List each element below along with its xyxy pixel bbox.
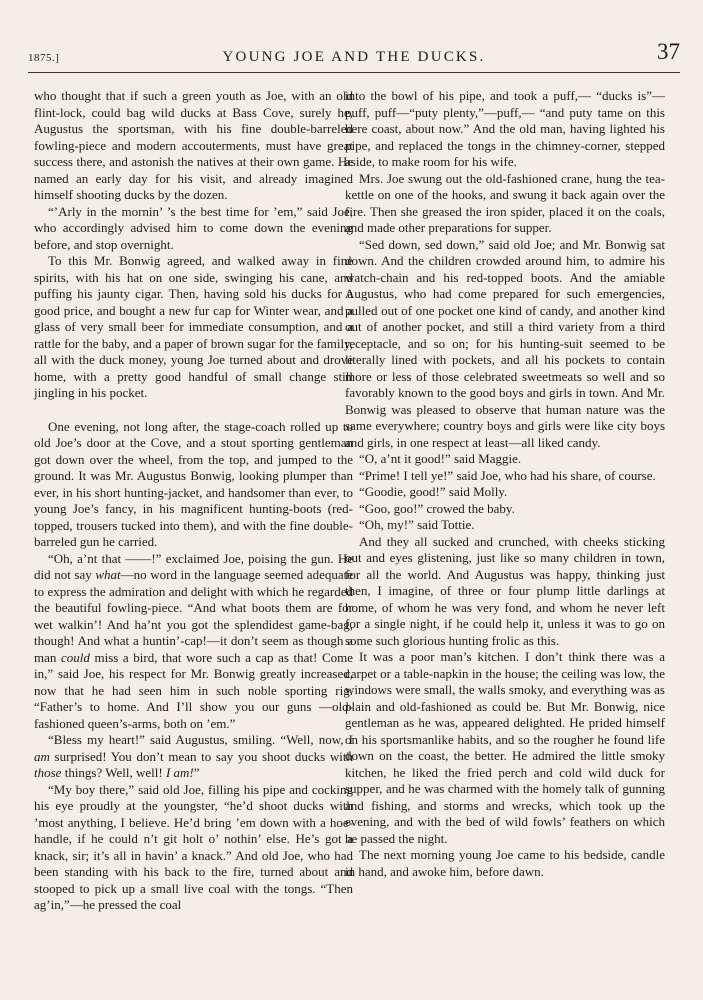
- text-run: —no word in the language seemed adequate to express the admiration and delight with which he regarded the beautiful fowling-piece. “And what boots them are for wet walkin’! And ha’nt you got the splendidest game-bag, though! And what a huntin’-cap!—it don’t seem as though a man: [34, 567, 353, 665]
- paragraph: [34, 419, 353, 551]
- dialogue-line: “Prime! I tell ye!” said Joe, who had his share, of course.: [359, 467, 656, 483]
- paragraph: And they all sucked and crunched, with cheeks sticking out and eyes glistening, just like so many children in town, for all the world. And Augustus was happy, thinking just then, I imagine, of three or four plump little darlings at home, of whom he was very fond, and whom he never left for a single night, if he could help it, unless it was to go on some such glorious hunting frolic as this.: [345, 533, 665, 648]
- italic-text: could: [60, 649, 90, 665]
- text-run: “Oh, a’nt that ——!” exclaimed Joe, poising the gun. He did not say: [34, 550, 353, 582]
- right-column: [345, 88, 665, 880]
- paragraph: The next morning young Joe came to his bedside, candle in hand, and awoke him, before dawn.: [345, 847, 665, 879]
- text-run: One evening, not long after, the stage-coach rolled up to old Joe’s door at the Cove, and a stout sporting gentleman got down over the wheel, from the top, and jumped to the ground. It was Mr. Augustus Bonwig, looking plumper than ever, in his short hunting-jacket, and handsomer than ever, to young Joe’s fancy, in his magnificent hunting-boots (red-topped, trousers tucked into them), and with the fine double-barreled gun he carried.: [34, 418, 353, 549]
- paragraph: To this Mr. Bonwig agreed, and walked away in fine spirits, with his hat on one side, swinging his cane, and puffing his jaunty cigar. Then, having sold his ducks for a good price, and bought a new fur cap for Winter wear, and a glass of very small beer for immediate consumption, and a rattle for the baby, and a paper of brown sugar for the family, all with the duck money, young Joe turned about and drove home, with a pretty good handful of small change still jingling in his pocket.: [34, 253, 353, 400]
- text-run: ”: [193, 765, 200, 780]
- text-run: “Bless my heart!” said Augustus, smiling. “Well, now, I: [48, 732, 353, 747]
- italic-text: I am!: [165, 765, 194, 780]
- paragraph: who thought that if such a green youth as Joe, with an old flint-lock, could bag wild ducks at Bass Cove, surely he, Augustus the sportsman, with his fine double-barreled fowling-piece and modern accouterments, must have great success there, and astonish the natives at their own game. He named an early day for his visit, and already imagined himself shooting ducks by the dozen.: [34, 88, 353, 202]
- italic-text: those: [34, 765, 62, 780]
- italic-text: am: [34, 748, 50, 764]
- dialogue-line: “Goo, goo!” crowed the baby.: [359, 500, 515, 516]
- paragraph: [34, 551, 353, 733]
- paragraph: It was a poor man’s kitchen. I don’t think there was a carpet or a table-napkin in the house; the ceiling was low, the windows were small, the walls smoky, and everything was as plain and old-fashioned as could be. But Mr. Bonwig, nice gentleman as he was, appeared delighted. He prided himself on his sportsmanlike habits, and so the rougher he found life down on the coast, the better. He admired the little smoky kitchen, he liked the fried perch and cold wild duck for supper, and he was charmed with the homely talk of gunning and fishing, and storms and wrecks, which took up the evening, and with the bed of wild fowls’ feathers on which he passed the night.: [345, 649, 665, 846]
- header-title: YOUNG JOE AND THE DUCKS.: [222, 49, 486, 65]
- text-run: things? Well, well!: [61, 765, 166, 780]
- paragraph: [34, 732, 353, 782]
- paragraph: Mrs. Joe swung out the old-fashioned crane, hung the tea-kettle on one of the hooks, and swung it back again over the fire. Then she greased the iron spider, placed it on the coals, and made other preparations for supper.: [345, 170, 665, 235]
- italic-text: what: [95, 567, 121, 582]
- header-year: 1875.]: [28, 52, 60, 64]
- dialogue-line: “Goodie, good!” said Molly.: [359, 484, 508, 499]
- paragraph: “Sed down, sed down,” said old Joe; and Mr. Bonwig sat down. And the children crowded around him, to admire his watch-chain and his red-topped boots. And the amiable Augustus, who had come prepared for such emergencies, pulled out of one pocket one kind of candy, and another kind out of another pocket, and still a third variety from a third receptacle, and so on; for his hunting-suit seemed to be literally lined with pockets, and all his pockets to contain more or less of those celebrated sweetmeats so well and so favorably known to the good boys and girls in town. And Mr. Bonwig was pleased to observe that human nature was the same everywhere; country boys and girls were like city boys and girls, in one respect at least—all liked candy.: [345, 236, 665, 450]
- page-number: 37: [657, 39, 680, 64]
- running-header: [28, 38, 680, 73]
- left-column: [34, 88, 353, 914]
- paragraph: into the bowl of his pipe, and took a puff,— “ducks is”—puff, puff—“puty plenty,”—puff,— “and puty tame on this here coast, about now.” And the old man, having lighted his pipe, and replaced the tongs in the chimney-corner, stepped aside, to make room for his wife.: [345, 88, 665, 169]
- paragraph: “My boy there,” said old Joe, filling his pipe and cocking his eye proudly at the youngster, “he’d shoot ducks with ’most anything, I believe. He’d bring ’em down with a hoe-handle, if he could n’t git holt o’ nothin’ else. He’s got a knack, sir; it’s all in havin’ a knack.” And old Joe, who had been standing with his back to the fire, turned about and stooped to pick up a small live coal with the tongs. “Then ag’in,”—he pressed the coal: [34, 781, 353, 912]
- text-run: miss a bird, that wore such a cap as that! Come in,” said Joe, his respect for Mr. Bonwig greatly increased, now that he had seen him in such noble sporting rig. “Father’s to home. And I’ll show you our guns —old-fashioned queen’s-arms, both on ’em.”: [34, 649, 353, 731]
- text-run: surprised! You don’t mean to say you shoot ducks with: [49, 748, 353, 764]
- dialogue-line: “Oh, my!” said Tottie.: [359, 517, 475, 532]
- dialogue-line: “O, a’nt it good!” said Maggie.: [359, 451, 522, 466]
- paragraph: “’Arly in the mornin’ ’s the best time for ’em,” said Joe, who accordingly advised him to come down the evening before, and stop overnight.: [34, 203, 353, 252]
